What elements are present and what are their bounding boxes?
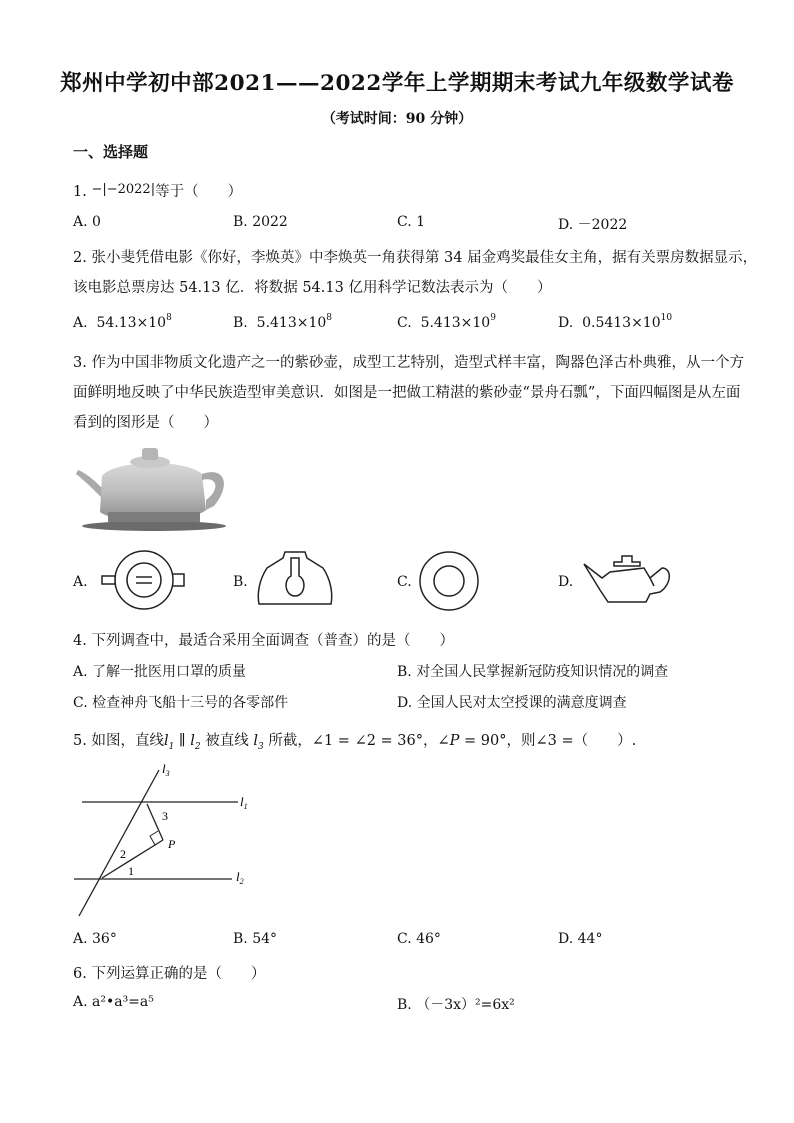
q1-option-b: B. 2022: [233, 214, 288, 230]
q5-line-l2: [190, 733, 201, 752]
q2-option-d-label: D.: [558, 315, 574, 331]
q5-point-p: P: [449, 733, 460, 749]
q3-line-1: 3. 作为中国非物质文化遗产之一的紫砂壶，成型工艺特别，造型式样丰富，陶器色泽古朴典雅，从一个方: [73, 355, 744, 371]
q2-line-2: 该电影总票房达 54.13 亿．将数据 54.13 亿用科学记数法表示为（ ）: [73, 280, 552, 296]
q4-option-c: C. 检查神舟飞船十三号的各零部件: [73, 695, 289, 711]
figure-label-l1: $l_1$: [240, 794, 248, 811]
q2-option-b: [233, 313, 332, 331]
q2-option-a-exp: 8: [166, 313, 172, 323]
q2-option-a-base: 54.13×10: [96, 315, 167, 331]
q1-number: 1.: [73, 184, 87, 200]
q5-text-pre: 5. 如图，直线: [73, 733, 164, 749]
q2-line-1: 2. 张小斐凭借电影《你好，李焕英》中李焕英一角获得第 34 届金鸡奖最佳女主角，据有关票房数据显示，: [73, 250, 758, 266]
figure-label-l2: $l_2$: [236, 869, 244, 886]
q4-option-a: A. 了解一批医用口罩的质量: [73, 664, 247, 680]
q5-option-d: D. 44°: [558, 931, 603, 947]
q5-l1-letter: l: [163, 733, 169, 749]
figure-angle-2: 2: [120, 847, 126, 861]
exam-title: 郑州中学初中部2021——2022学年上学期期末考试九年级数学试卷: [60, 71, 734, 96]
q1-expression: −|−2022|: [91, 182, 156, 197]
q3-option-c-label: C.: [397, 574, 412, 590]
q4-stem: 4. 下列调查中，最适合采用全面调查（普查）的是（ ）: [73, 633, 454, 649]
q2-option-c-label: C.: [397, 315, 412, 331]
q4-option-b: B. 对全国人民掌握新冠防疫知识情况的调查: [397, 664, 669, 680]
q3-option-b-label: B.: [233, 574, 248, 590]
q2-option-a: [73, 313, 172, 331]
q3-option-c-figure: [418, 550, 480, 612]
figure-point-p: P: [168, 837, 176, 851]
q2-option-c-base: 5.413×10: [420, 315, 491, 331]
q2-option-d-exp: 10: [660, 313, 673, 323]
q5-stem: 5. 如图，直线$l_1$ ∥ $l_2$ 被直线 $l_3$ 所截，∠1 = ∠2 = 36°，∠P = 90°，则∠3 =（ ）.: [73, 733, 637, 752]
q3-line-3: 看到的图形是（ ）: [73, 415, 218, 431]
right-angle-mark: [150, 831, 158, 845]
q4-option-d: D. 全国人民对太空授课的满意度调查: [397, 695, 627, 711]
q5-text-mid1: 被直线: [200, 733, 254, 749]
q2-option-b-base: 5.413×10: [256, 315, 327, 331]
teapot-photo: [74, 440, 232, 532]
q5-option-b: B. 54°: [233, 931, 278, 947]
q2-option-b-label: B.: [233, 315, 248, 331]
q3-option-b-figure: [255, 550, 335, 608]
q5-line-l3: [253, 733, 264, 752]
q5-l3-letter: l: [253, 733, 258, 749]
q6-option-a: A. a²•a³=a⁵: [73, 994, 154, 1010]
figure-label-l3: $l_3$: [162, 761, 170, 778]
q2-option-d: [558, 313, 672, 331]
section-heading: 一、选择题: [73, 143, 149, 161]
q1-option-a: A. 0: [73, 214, 101, 230]
q5-l2-letter: l: [190, 733, 195, 749]
q2-option-a-label: A.: [73, 315, 88, 331]
figure-segment-p-up: [147, 804, 163, 840]
q1-text: 等于（ ）: [155, 184, 243, 200]
q5-option-c: C. 46°: [397, 931, 441, 947]
q5-text-mid2: 所截，∠1 = ∠2 = 36°，∠: [263, 733, 450, 749]
q1-option-c: C. 1: [397, 214, 426, 230]
q3-option-a-label: A.: [73, 574, 88, 590]
q5-option-a: A. 36°: [73, 931, 117, 947]
q3-line-2: 面鲜明地反映了中华民族造型审美意识．如图是一把做工精湛的紫砂壶“景舟石瓢”，下面四幅图是从左面: [73, 385, 741, 401]
q2-option-b-exp: 8: [326, 313, 333, 323]
exam-subtitle: （考试时间：90 分钟）: [321, 111, 473, 127]
q1-option-d: D. －2022: [558, 217, 628, 233]
q5-l1-sub: 1: [168, 741, 175, 752]
q5-text-post: = 90°，则∠3 =（ ）.: [459, 733, 637, 749]
figure-line-l3: [79, 770, 159, 916]
q5-l2-sub: 2: [194, 741, 201, 752]
q3-option-d-figure: [582, 550, 674, 606]
q5-l3-sub: 3: [257, 741, 264, 752]
q3-option-a-figure: [98, 548, 188, 612]
q2-option-c-exp: 9: [490, 313, 496, 323]
q6-stem: 6. 下列运算正确的是（ ）: [73, 966, 266, 982]
figure-angle-1: 1: [128, 864, 134, 878]
question-1: [73, 180, 242, 201]
q5-geometry-figure: [70, 760, 260, 920]
q6-option-b: B. （－3x）²=6x²: [397, 997, 515, 1013]
q5-line-l1: [163, 733, 175, 752]
figure-angle-3: 3: [162, 809, 168, 823]
q3-option-d-label: D.: [558, 574, 574, 590]
q2-option-c: [397, 313, 496, 331]
q2-option-d-base: 0.5413×10: [582, 315, 661, 331]
